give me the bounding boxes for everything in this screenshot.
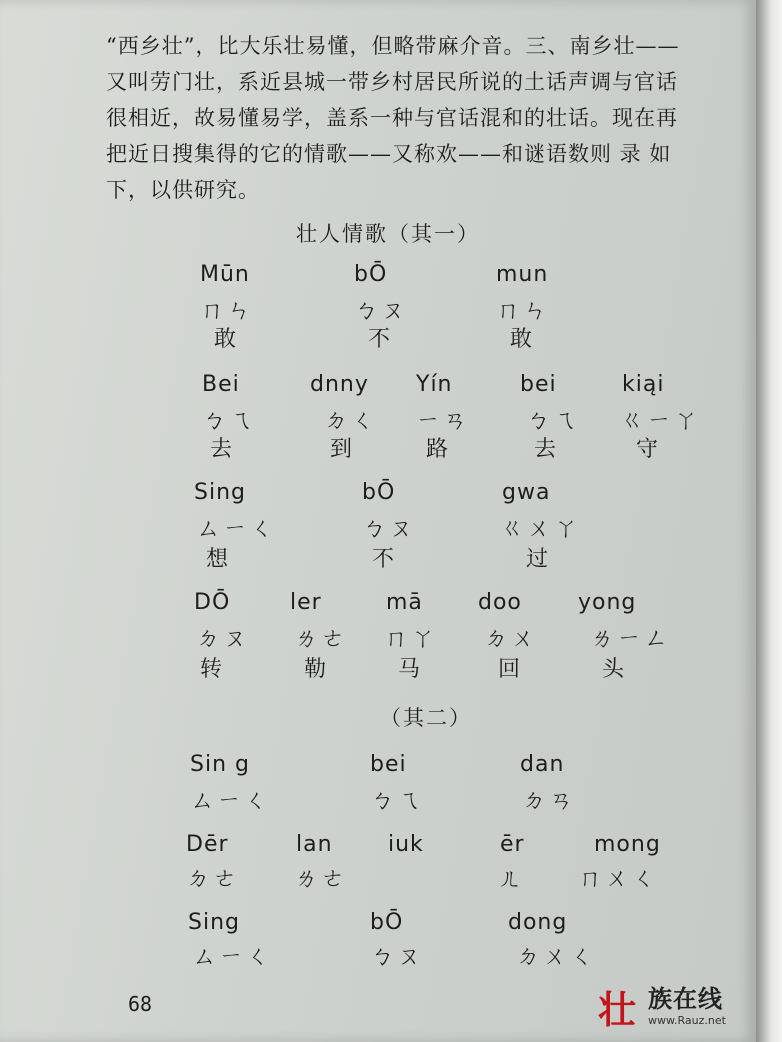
lyric-zhuyin: ㄇㄚ <box>384 624 438 652</box>
watermark-url: www.Rauz.net <box>648 1013 726 1027</box>
lyric-hanzi: 不 <box>368 327 391 352</box>
lyric-roman: gwa <box>502 480 551 505</box>
lyric-roman: mun <box>496 262 549 287</box>
lyric-zhuyin: ㄌㄜ <box>294 624 348 652</box>
lyric-zhuyin: ㄉㄨ <box>484 624 538 652</box>
lyric-hanzi: 头 <box>602 657 625 682</box>
lyric-roman: iuk <box>388 832 424 857</box>
lyric-zhuyin: ㄇㄨㄑ <box>578 864 659 892</box>
lyric-roman: dnny <box>310 372 369 397</box>
lyric-zhuyin: ㄅㄡ <box>354 296 408 324</box>
lyric-roman: Bei <box>202 372 240 397</box>
lyric-zhuyin: ㄙㄧㄑ <box>192 942 273 970</box>
lyric-roman: yong <box>578 590 637 615</box>
lyric-roman: bŌ <box>362 480 396 505</box>
lyric-zhuyin: ㄉㄨㄑ <box>516 942 597 970</box>
lyric-zhuyin: ㄉㄢ <box>522 786 576 814</box>
lyric-hanzi: 过 <box>526 547 549 572</box>
lyric-zhuyin: ㄙㄧㄑ <box>196 514 277 542</box>
lyric-hanzi: 想 <box>206 547 229 572</box>
intro-paragraph: “西乡壮”，比大乐壮易懂，但略带麻介音。三、南乡壮—— 又叫劳门壮，系近县城一带乡村居民所说的土话声调与官话 很相近，故易懂易学，盖系一种与官话混和的壮话。现在再 把近日搜集得的它的情歌——又称欢——和谜语数则 录 如 下，以供研究。 <box>106 34 680 202</box>
lyric-hanzi: 到 <box>330 437 353 462</box>
lyric-hanzi: 敢 <box>214 327 237 352</box>
lyric-roman: mā <box>386 590 423 615</box>
lyric-zhuyin: ㄧㄢ <box>416 406 470 434</box>
lyric-zhuyin: ㄌㄜ <box>294 864 348 892</box>
lyric-hanzi: 回 <box>498 657 521 682</box>
lyric-zhuyin: ㄅㄟ <box>370 786 424 814</box>
watermark-title: 族在线 <box>648 984 723 1013</box>
lyric-zhuyin: ㄅㄟ <box>202 406 256 434</box>
lyric-roman: Yín <box>416 372 453 397</box>
lyric-zhuyin: ㄍㄨㄚ <box>500 514 581 542</box>
lyric-roman: kiąi <box>622 372 665 397</box>
lyric-roman: ler <box>290 590 322 615</box>
lyric-zhuyin: ㄇㄣ <box>496 296 550 324</box>
lyric-hanzi: 马 <box>398 657 421 682</box>
lyric-zhuyin: ㄅㄡ <box>370 942 424 970</box>
lyric-hanzi: 转 <box>200 657 223 682</box>
lyric-zhuyin: ㄉㄑ <box>324 406 378 434</box>
song2-title: （其二） <box>380 706 472 730</box>
lyric-roman: dong <box>508 910 568 935</box>
lyric-roman: Dēr <box>186 832 229 857</box>
lyric-hanzi: 敢 <box>510 327 533 352</box>
lyric-hanzi: 勒 <box>304 657 327 682</box>
lyric-roman: DŌ <box>194 590 231 615</box>
lyric-roman: Mūn <box>200 262 250 287</box>
page-edge <box>756 0 782 1042</box>
lyric-hanzi: 路 <box>426 437 449 462</box>
lyric-roman: mong <box>594 832 661 857</box>
page-number: 68 <box>128 992 153 1016</box>
lyric-roman: Sing <box>194 480 246 505</box>
lyric-roman: doo <box>478 590 522 615</box>
song1-title: 壮人情歌（其一） <box>296 222 480 246</box>
lyric-roman: bŌ <box>370 910 404 935</box>
lyric-roman: dan <box>520 752 565 777</box>
lyric-hanzi: 去 <box>534 437 557 462</box>
lyric-zhuyin: ㄇㄣ <box>200 296 254 324</box>
lyric-roman: Sin g <box>190 752 250 777</box>
lyric-roman: lan <box>296 832 333 857</box>
lyric-zhuyin: ㄍㄧㄚ <box>620 406 701 434</box>
lyric-hanzi: 不 <box>372 547 395 572</box>
lyric-hanzi: 去 <box>210 437 233 462</box>
lyric-zhuyin: ㄅㄟ <box>526 406 580 434</box>
lyric-hanzi: 守 <box>636 437 659 462</box>
lyric-roman: Sing <box>188 910 240 935</box>
lyric-roman: bei <box>520 372 557 397</box>
lyric-roman: ēr <box>500 832 525 857</box>
lyric-zhuyin: ㄅㄡ <box>362 514 416 542</box>
lyric-zhuyin: ㄦ <box>498 864 525 892</box>
site-watermark <box>590 978 770 1034</box>
watermark-logo-icon: 壮 <box>597 986 636 1032</box>
lyric-zhuyin: ㄌㄧㄥ <box>590 624 671 652</box>
lyric-zhuyin: ㄙㄧㄑ <box>190 786 271 814</box>
lyric-zhuyin: ㄉㄜ <box>186 864 240 892</box>
lyric-zhuyin: ㄉㄡ <box>196 624 250 652</box>
lyric-roman: bŌ <box>354 262 388 287</box>
lyric-roman: bei <box>370 752 407 777</box>
